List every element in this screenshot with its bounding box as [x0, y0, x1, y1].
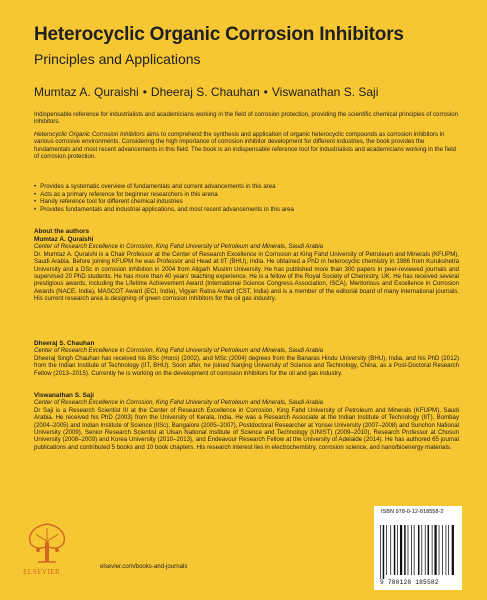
feature-list [34, 183, 459, 213]
bio-author-affiliation: Center of Research Excellence in Corrosion, King Fahd University of Petroleum and Minerals, Saudi Arabia [34, 347, 324, 355]
book-title: Heterocyclic Organic Corrosion Inhibitors [34, 24, 404, 45]
book-subtitle: Principles and Applications [34, 51, 201, 67]
author-name-3: Viswanathan S. Saji [271, 85, 379, 99]
feature-item: • Provides a systematic overview of fundamentals and current advancements in this area [34, 183, 459, 191]
bio-author-affiliation: Center of Research Excellence in Corrosion, King Fahd University of Petroleum and Minerals, Saudi Arabia [34, 243, 324, 251]
barcode [374, 506, 462, 590]
publisher-url[interactable]: elsevier.com/books-and-journals [100, 563, 188, 570]
barcode-bars [379, 525, 457, 579]
bio-text: Dheeraj Singh Chauhan has received his BSc (Hons) (2002), and MSc (2004) degrees from the Banaras Hindu University (BHU), India, and his PhD (2012) from the Indian Institute of Technology (IIT, BHU). Soon after, he joined Nanjing University of Science and Technology, China, as a Post-Doctoral Research Fellow (2013–2015). Currently he is working on the development of corrosion inhibitors for the oil and gas industry. [34, 354, 459, 377]
isbn-label: ISBN 978-0-12-818558-2 [381, 509, 444, 515]
bio-text: Dr. Mumtaz A. Quraishi is a Chair Professor at the Center of Research Excellence in Corrosion at King Fahd University of Petroleum and Minerals (KFUPM), Saudi Arabia. Before joining KFUPM he was Professor and Head at IIT (BHU), India. He obtained a PhD in heterocyclic chemistry in 1986 from Kurukshetra University and a DSc in corrosion inhibition in 2004 from Aligarh Muslim University. He has published more than 300 papers in peer-reviewed journals and supervised 20 PhD students. He has more than 40 years' teaching experience. He is a fellow of the Royal Society of Chemistry, UK. He has received several prestigious awards, including the Lifetime Achievement Award (International Science Congress Association, ISCA), Meritorious and Excellence in Corrosion Awards (NACE, India), MASCOT Award (ECI, India), Vigyan Ratna Award (CST, India) and is a member of the editorial board of many international journals. His current research area is designing of green corrosion inhibitors for the oil gas industry. [34, 250, 459, 303]
author-bio-quraishi [34, 236, 459, 303]
intro-paragraph: Indispensable reference for industrialists and academicians working in the field of corrosion protection, providing the scientific chemical principles of corrosion inhibitors. [34, 111, 459, 126]
description-text: aims to comprehend the synthesis and application of organic heterocyclic compounds as corrosion inhibitors in various corrosive environments. Considering the high importance of corrosion inhibitor development for different industries, the book provides the fundamentals and most recent advancements in this field. The book is an indispensable reference tool for industrialists and academicians working in the field of corrosion protection. [34, 131, 456, 161]
publisher-name: ELSEVIER [23, 568, 61, 576]
feature-item: • Handy reference tool for different chemical industries [34, 198, 459, 206]
bio-author-affiliation: Center of Research Excellence in Corrosion, King Fahd University of Petroleum and Minerals, Saudi Arabia [34, 399, 324, 407]
bio-author-name: Viswanathan S. Saji [34, 392, 94, 399]
author-bio-chauhan [34, 340, 459, 377]
bio-text: Dr Saji is a Research Scientist III at the Center of Research Excellence in Corrosion, King Fahd University of Petroleum and Minerals (KFUPM), Saudi Arabia. He received his PhD (2003) from the University of Kerala, India. He was a Research Associate at the Indian Institute of Technology (IIT), Bombay (2004–2005) and Indian Institute of Science (IISc), Bangalore (2005–2007), Postdoctoral Researcher at Yonsei University (2007–2008) and Sunchon National University (2009), Senior Research Scientist at Ulsan National Institute of Science and Technology (UNIST) (2009–2010), Research Professor at Chosun University (2008–2009) and Korea University (2010–2013), and Endeavour Research Fellow at the University of Adelaide (2014). He has authored 65 journal publications and contributed 5 books and 10 book chapters. His research interest lies in electrochemistry, corrosion science, and nano/bioenergy materials. [34, 406, 459, 451]
feature-item: • Acts as a primary reference for beginner researchers in this arena [34, 191, 459, 199]
about-authors-heading: About the authors [34, 228, 90, 235]
author-bio-saji [34, 392, 459, 451]
bio-author-name: Mumtaz A. Quraishi [34, 236, 94, 243]
author-name-1: Mumtaz A. Quraishi [34, 85, 139, 99]
bio-author-name: Dheeraj S. Chauhan [34, 340, 95, 347]
description-paragraph [34, 131, 459, 161]
feature-item: • Provides fundamentals and industrial applications, and most recent advancements in this area [34, 206, 459, 214]
description-book-title: Heterocyclic Organic Corrosion Inhibitors [34, 131, 145, 138]
barcode-digits: 9 780128 185582 [380, 579, 439, 586]
author-line: Mumtaz A. Quraishi • Dheeraj S. Chauhan • Viswanathan S. Saji [34, 85, 379, 99]
author-name-2: Dheeraj S. Chauhan [150, 85, 260, 99]
